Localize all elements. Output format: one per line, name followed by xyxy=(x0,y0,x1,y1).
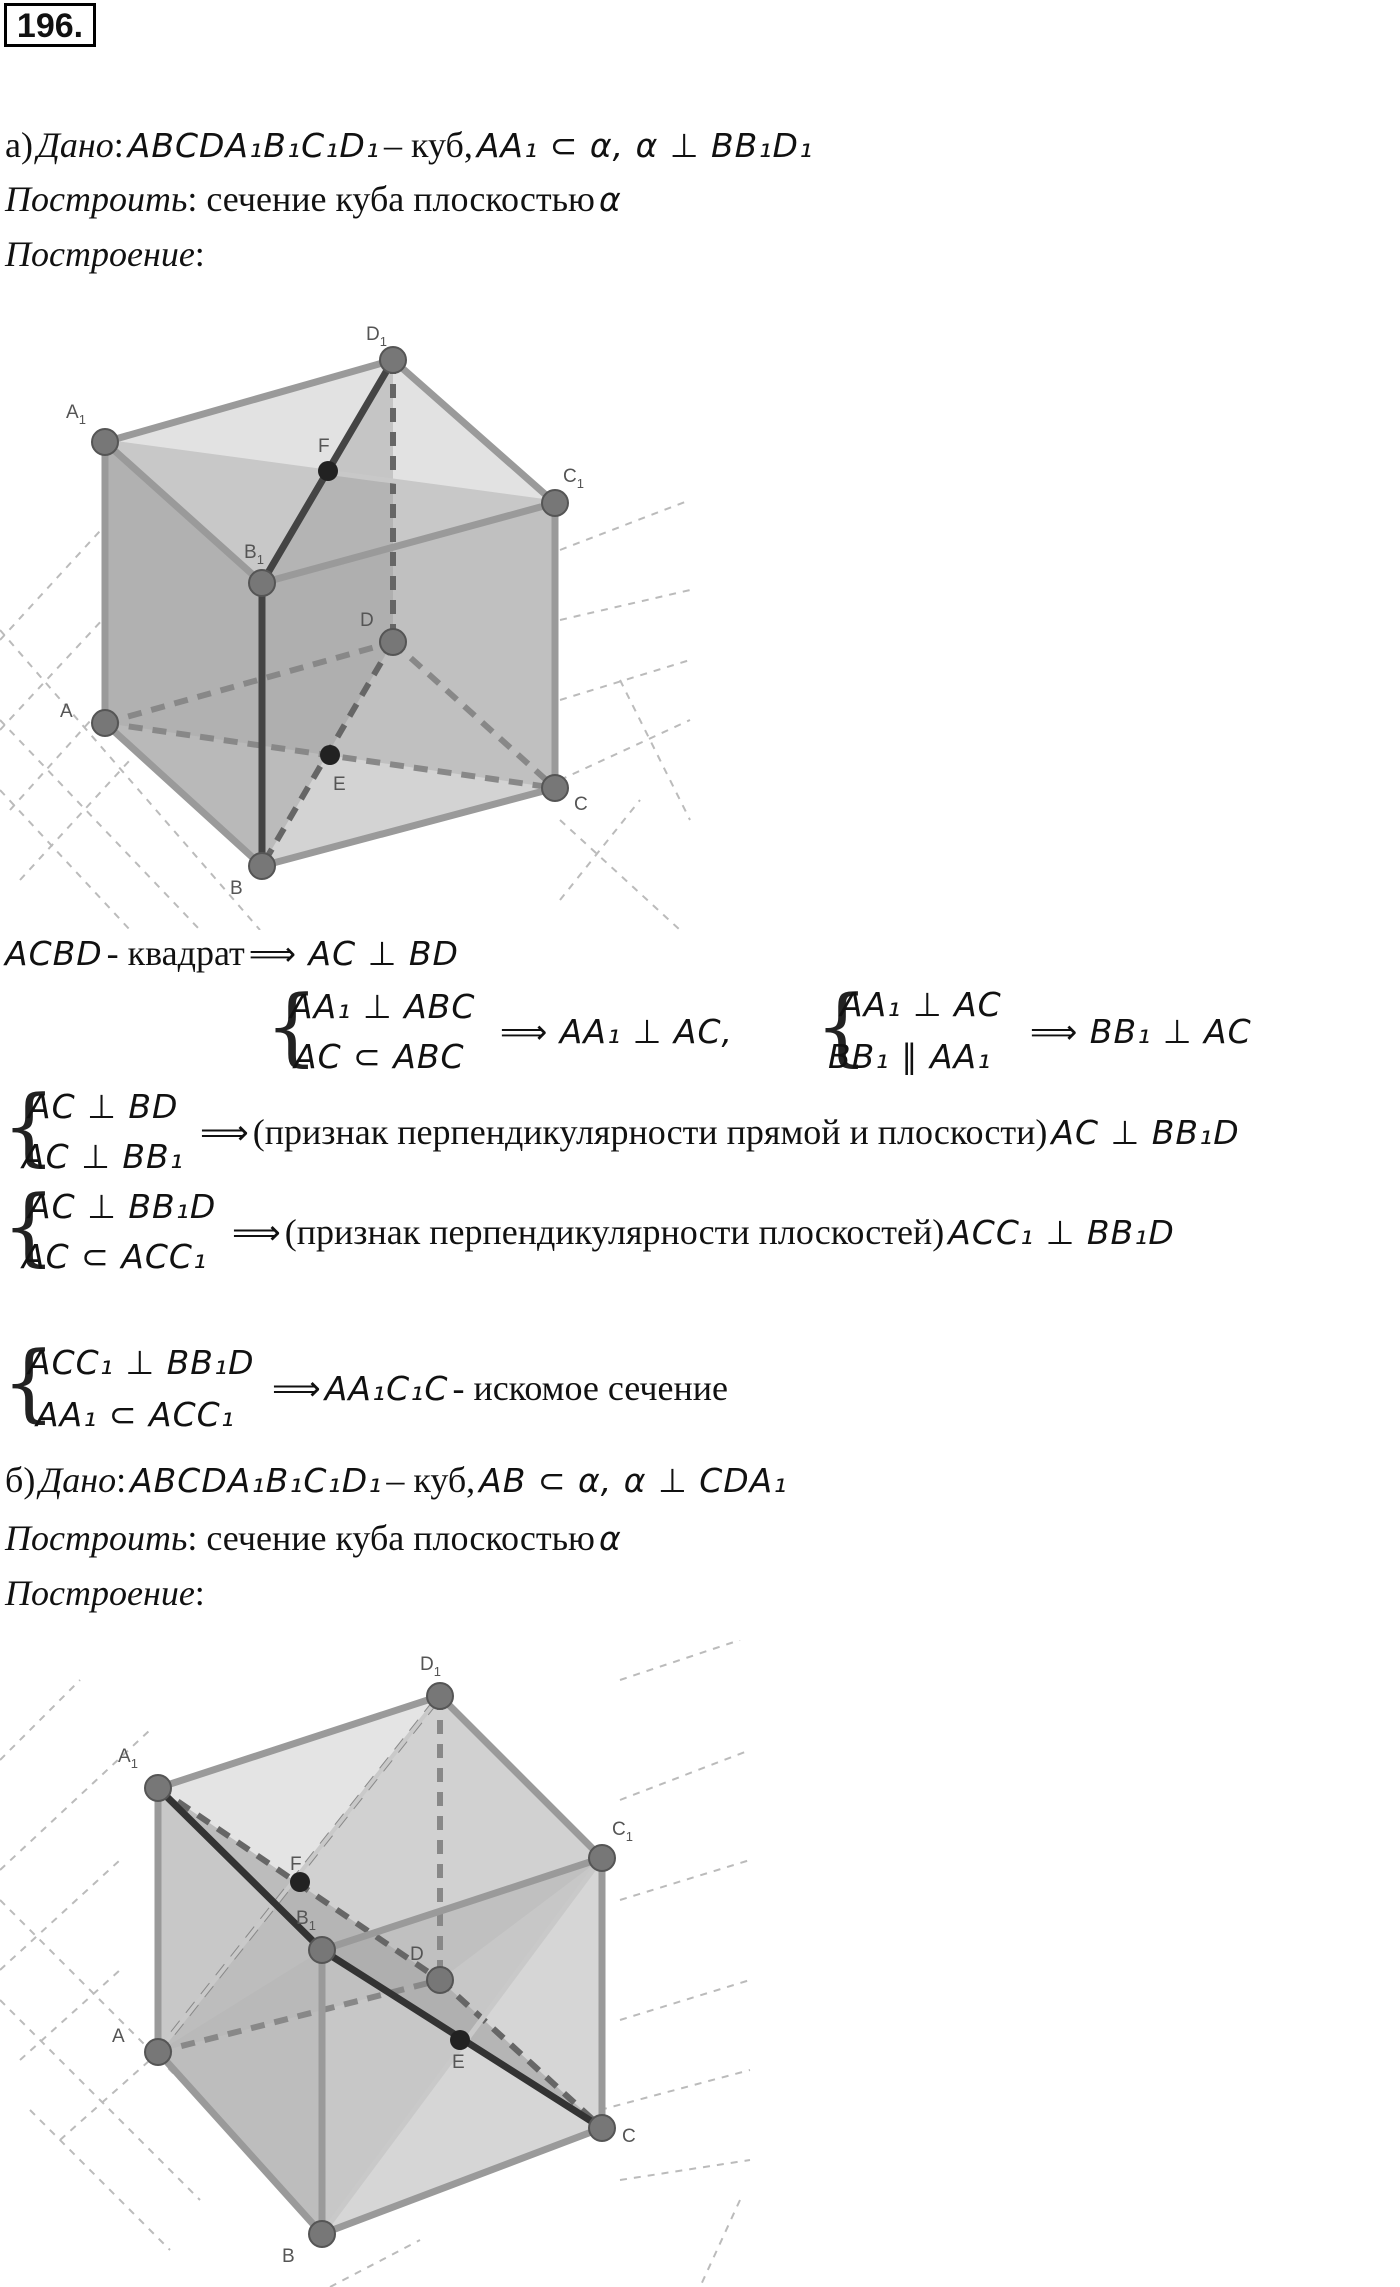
fig-b-label-f: F xyxy=(290,1854,302,1875)
fig-a-label-d1: $D_1$ xyxy=(366,324,387,349)
part-a-cube-name: ABCDA₁B₁C₁D₁ xyxy=(127,126,380,165)
sys3-line2: AC ⊥ BB₁ xyxy=(22,1137,184,1176)
proof-ac-perp-bd: ⟹ AC ⊥ BD xyxy=(248,934,459,973)
part-a-construction-line: Построение: xyxy=(5,234,205,274)
part-b-given-mid: – куб, xyxy=(386,1460,476,1500)
part-b-construction-word: Построение xyxy=(5,1573,195,1613)
part-b-construction-line: Построение: xyxy=(5,1573,205,1613)
part-b-cube-name: ABCDA₁B₁C₁D₁ xyxy=(130,1461,383,1500)
sys1-line2: AC ⊂ ABC xyxy=(294,1037,465,1076)
sys3-result: AC ⊥ BB₁D xyxy=(1051,1113,1240,1152)
fig-b-label-a1: $A_1$ xyxy=(118,1746,138,1771)
sys3-line1: AC ⊥ BD xyxy=(28,1087,179,1126)
part-a-construct-alpha: α xyxy=(598,180,622,219)
part-a-given-line: а) Дано: ABCDA₁B₁C₁D₁ – куб, AA₁ ⊂ α, α ⊥ BB₁D₁ xyxy=(5,125,814,165)
sys4-line2: AC ⊂ ACC₁ xyxy=(22,1237,208,1276)
part-b-prefix: б) xyxy=(5,1460,36,1500)
sys2-line2: BB₁ ∥ AA₁ xyxy=(828,1037,992,1076)
fig-a-label-e: E xyxy=(333,774,346,795)
problem-number: 196. xyxy=(4,3,96,47)
sys2-brace: { xyxy=(815,977,869,1075)
part-a-construction-word: Построение xyxy=(5,234,195,274)
fig-b-label-d1: $D_1$ xyxy=(420,1654,441,1679)
sys1-result: ⟹ AA₁ ⊥ AC, xyxy=(500,1012,734,1051)
sys3-conclusion: ⟹ (признак перпендикулярности прямой и плоскости) AC ⊥ BB₁D xyxy=(200,1112,1240,1153)
sys2-result: ⟹ BB₁ ⊥ AC xyxy=(1030,1012,1252,1051)
sys5-brace: { xyxy=(2,1333,56,1431)
part-a-prefix: а) xyxy=(5,125,33,165)
sys5-result-text: - искомое сечение xyxy=(452,1368,728,1408)
fig-a-label-d: D xyxy=(360,610,374,631)
fig-a-label-b: B xyxy=(230,878,243,899)
sys5-result-math: AA₁C₁C xyxy=(324,1369,449,1408)
fig-a-label-a: A xyxy=(60,701,73,722)
part-b-construct-word: Построить xyxy=(5,1518,188,1558)
part-a-construct-word: Построить xyxy=(5,179,188,219)
part-b-construct-alpha: α xyxy=(598,1519,622,1558)
fig-b-label-c1: $C_1$ xyxy=(612,1819,633,1844)
fig-b-label-b: B xyxy=(282,2246,295,2267)
fig-a-label-c1: $C_1$ xyxy=(563,466,584,491)
cube-figure-a xyxy=(0,300,700,930)
sys3-brace: { xyxy=(2,1077,56,1175)
cube-figure-b xyxy=(0,1640,760,2287)
sys4-result: ACC₁ ⊥ BB₁D xyxy=(948,1213,1175,1252)
fig-b-label-b1: $B_1$ xyxy=(296,1908,316,1933)
sys4-text: (признак перпендикулярности плоскостей) xyxy=(284,1212,945,1252)
sys1-line1: AA₁ ⊥ ABC xyxy=(290,987,476,1026)
part-b-construct-text: : сечение куба плоскостью xyxy=(187,1518,595,1558)
fig-a-label-a1: $A_1$ xyxy=(66,402,86,427)
sys4-conclusion: ⟹ (признак перпендикулярности плоскостей) ACC₁ ⊥ BB₁D xyxy=(232,1212,1175,1253)
sys4-brace: { xyxy=(2,1177,56,1275)
fig-a-label-f: F xyxy=(318,436,330,457)
fig-b-label-c: C xyxy=(622,2126,636,2147)
sys1-brace: { xyxy=(265,977,319,1075)
fig-b-label-e: E xyxy=(452,2052,465,2073)
part-a-given-condition: AA₁ ⊂ α, α ⊥ BB₁D₁ xyxy=(476,126,814,165)
part-a-construct-text: : сечение куба плоскостью xyxy=(187,179,595,219)
part-b-given-word: Дано xyxy=(39,1460,117,1500)
part-b-given-line: б) Дано: ABCDA₁B₁C₁D₁ – куб, AB ⊂ α, α ⊥ CDA₁ xyxy=(5,1460,788,1500)
sys4-line1: AC ⊥ BB₁D xyxy=(28,1187,217,1226)
sys5-line2: AA₁ ⊂ ACC₁ xyxy=(36,1395,235,1434)
part-a-given-mid: – куб, xyxy=(384,125,473,165)
part-b-construct-line xyxy=(5,1520,622,1556)
sys5-conclusion: ⟹ AA₁C₁C - искомое сечение xyxy=(272,1368,728,1409)
proof-square-text: - квадрат xyxy=(106,933,245,973)
fig-b-label-a: A xyxy=(112,2026,125,2047)
part-a-given-word: Дано xyxy=(36,125,114,165)
sys5-line1: ACC₁ ⊥ BB₁D xyxy=(28,1343,255,1382)
fig-b-label-d: D xyxy=(410,1944,424,1965)
sys2-line1: AA₁ ⊥ AC xyxy=(840,985,1002,1024)
fig-a-label-c: C xyxy=(574,794,588,815)
fig-a-label-b1: $B_1$ xyxy=(244,542,264,567)
part-b-given-condition: AB ⊂ α, α ⊥ CDA₁ xyxy=(479,1461,788,1500)
proof-quad-name: ACBD xyxy=(5,934,103,973)
proof-line-1 xyxy=(5,935,459,971)
part-a-construct-line xyxy=(5,181,622,217)
sys3-text: (признак перпендикулярности прямой и плоскости) xyxy=(252,1112,1048,1152)
